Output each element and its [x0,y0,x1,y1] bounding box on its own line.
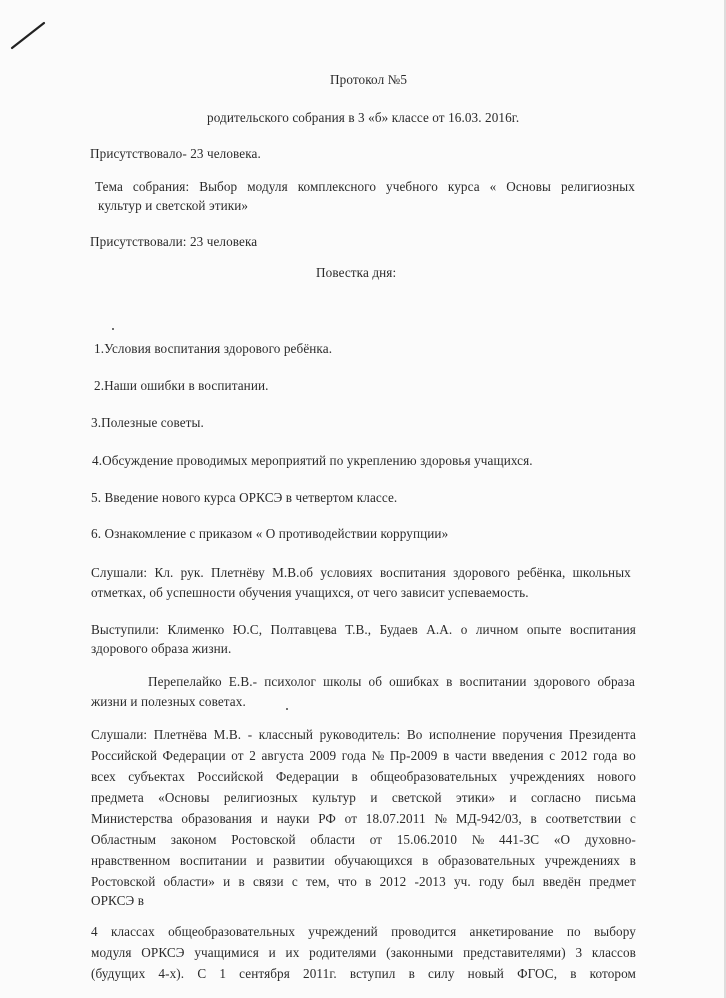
final-line-3: (будущих 4-х). С 1 сентября 2011г. вступил в силу новый ФГОС, в котором [91,966,636,981]
meeting-topic-line-1: Тема собрания: Выбор модуля комплексного учебного курса « Основы религиозных [95,179,635,194]
heard-2-line-7: нравственном воспитании и развитии обучающихся в образовательных учреждениях в [91,853,636,868]
spoke-line-1: Выступили: Клименко Ю.С, Полтавцева Т.В., Будаев А.А. о личном опыте воспитания [91,622,636,637]
agenda-item-2: 2.Наши ошибки в воспитании. [94,378,269,393]
agenda-item-4: 4.Обсуждение проводимых мероприятий по укреплению здоровья учащихся. [92,453,533,468]
heard-2-line-6: Областным законом Ростовской области от 15.06.2010 № 441-ЗС «О духовно- [91,832,636,847]
pen-mark-icon [0,0,60,60]
heard-2-line-8: Ростовской области» и в связи с тем, что в 2012 -2013 уч. году был введён предмет [91,874,636,889]
attendance-second: Присутствовали: 23 человека [90,234,258,249]
spoke-line-2: здорового образа жизни. [91,641,232,656]
meeting-topic-line-2: культур и светской этики» [98,198,249,213]
agenda-item-5: 5. Введение нового курса ОРКСЭ в четвертом классе. [91,490,398,505]
document-subtitle: родительского собрания в 3 «б» классе от 16.03. 2016г. [207,110,520,125]
agenda-heading: Повестка дня: [316,265,397,280]
agenda-item-6: 6. Ознакомление с приказом « О противодействии коррупции» [91,526,449,541]
heard-2-line-1: Слушали: Плетнёва М.В. - классный руководитель: Во исполнение поручения Президента [91,727,636,742]
heard-1-line-2: отметках, об успешности обучения учащихся, от чего зависит успеваемость. [91,585,529,600]
final-line-2: модуля ОРКСЭ учащимися и их родителями (законными представителями) 3 классов [91,945,636,960]
heard-2-line-5: Министерства образования и науки РФ от 18.07.2011 № МД-942/03, в соответствии с [91,811,636,826]
ink-dot [112,328,114,330]
psychologist-line-2: жизни и полезных советах. [91,694,246,709]
heard-2-line-9: ОРКСЭ в [91,893,145,908]
heard-2-line-3: всех субъектах Российской Федерации в общеобразовательных учреждениях нового [91,769,636,784]
attendance-total: Присутствовало- 23 человека. [90,146,261,161]
heard-1-line-1: Слушали: Кл. рук. Плетнёву М.В.об условиях воспитания здорового ребёнка, школьных [91,565,631,580]
agenda-item-1: 1.Условия воспитания здорового ребёнка. [94,341,333,356]
heard-2-line-4: предмета «Основы религиозных культур и светской этики» и согласно письма [91,790,636,805]
final-line-1: 4 классах общеобразовательных учреждений проводится анкетирование по выбору [91,924,636,939]
psychologist-line-1: Перепелайко Е.В.- психолог школы об ошибках в воспитании здорового образа [148,674,635,689]
ink-dot [286,708,288,710]
agenda-item-3: 3.Полезные советы. [91,415,204,430]
heard-2-line-2: Российской Федерации от 2 августа 2009 года № Пр-2009 в части введения с 2012 года во [91,748,636,763]
document-title: Протокол №5 [330,72,408,87]
